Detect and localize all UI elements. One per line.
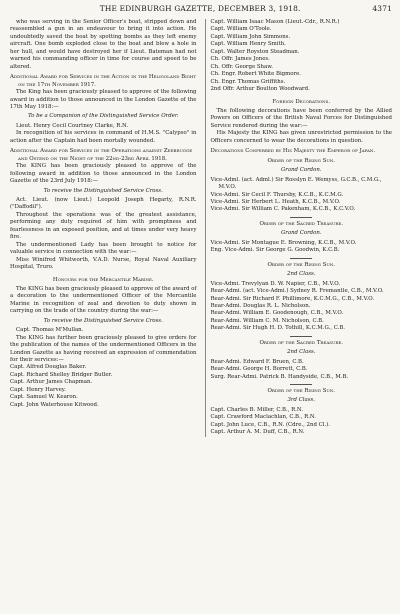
foreign-heading: Foreign Decorations.: [272, 98, 331, 105]
divider: [290, 336, 312, 337]
further-text: The KING has further been graciously pleased to give orders for the publication of the names of the undermentioned Officers in the London Gazette as having received an expression of commendation for their services:—: [10, 334, 197, 364]
foreign-text: The following decorations have been conferred by the Allied Powers on Officers of the British Naval Forces for Distinguished Service rendered during the war:—: [210, 107, 392, 129]
receive-heading: To receive the Distinguished Service Cross.: [43, 317, 163, 324]
list-item: Vice-Adml. (act. Adml.) Sir Rosslyn E. Wemyss, G.C.B., C.M.G., M.V.O.: [210, 176, 382, 191]
list-item: Ch. Engr. Thomas Griffiths.: [210, 78, 286, 85]
page-number: 4371: [372, 4, 392, 13]
divider: [290, 384, 312, 385]
class-heading: 2nd Class.: [287, 271, 316, 278]
list-item: Capt. Henry Harvey.: [10, 386, 66, 393]
list-item: Capt. William O'Toole.: [210, 26, 272, 33]
majesty-text: His Majesty the KING has given unrestricted permission to the Officers concerned to wear the decorations in question.: [210, 130, 392, 144]
heligoland-heading: Additional Award for Services in the Action in the Heligoland Bight on the 17th November 1917.: [10, 74, 197, 88]
divider: [290, 217, 312, 218]
rising-sun-2nd-class-list: [211, 281, 393, 333]
commended-list: [10, 364, 197, 409]
rising-sun-heading: Order of the Rising Sun.: [267, 261, 335, 268]
clarke-text: In recognition of his services in command of H.M.S. "Calypso" in action after the Captain had been mortally wounded.: [10, 130, 197, 144]
hegarty-name: Act. Lieut. (now Lieut.) Leopold Joseph Hegarty, R.N.R. ("Daffodil").: [10, 196, 197, 211]
list-item: Ch. Engr. Robert White Bigmore.: [210, 71, 301, 78]
class-heading: 3rd Class.: [287, 397, 315, 404]
list-item: Capt. Walter Royston Steadman.: [210, 48, 300, 55]
lady-text: The undermentioned Lady has been brought to notice for valuable service in connection with the war:—: [10, 241, 197, 256]
list-item: Rear-Admi. William E. Goodenough, C.B., M.V.O.: [210, 310, 344, 317]
list-item: Surg. Rear-Admi. Patrick B. Handyside, C.B., M.B.: [210, 373, 349, 380]
list-item: Capt. William Isaac Mason (Lieut.-Cdr., R.N.R.): [210, 19, 340, 25]
sacred-treasure-heading: Order of the Sacred Treasure.: [259, 220, 343, 227]
list-item: Rear-Admi. William C. M. Nicholson, C.B.: [210, 317, 324, 324]
japan-heading: Decorations Conferred by His Majesty the Emperor of Japan.: [210, 148, 376, 155]
list-item: Capt. Richard Shelley Bridger Butler.: [10, 371, 113, 378]
list-item: Vice-Admi. Sir William C. Pakenham, K.C.B., K.C.V.O.: [210, 206, 356, 213]
list-item: Rear-Admi. Sir Richard F. Phillimore, K.C.M.G., C.B., M.V.O.: [210, 295, 375, 302]
list-item: Rear-Admi. Sir Hugh H. D. Tothill, K.C.M.G., C.B.: [210, 325, 346, 332]
list-item: Rear-Admi. (act. Vice-Admi.) Sydney R. Fremantle, C.B., M.V.O.: [210, 288, 384, 295]
cross-heading: To receive the Distinguished Service Cross.: [43, 187, 163, 194]
class-heading: 2nd Class.: [287, 349, 316, 356]
list-item: Vice-Admi. Sir Montague E. Browning, K.C.B., M.V.O.: [210, 239, 357, 246]
list-item: Capt. Charles B. Miller, C.B., R.N.: [210, 406, 303, 413]
heligoland-text: The King has been graciously pleased to approve of the following award in addition to those announced in the London Gazette of the 17th May 1918:—: [10, 89, 197, 110]
hegarty-text: Throughout the operations was of the greatest assistance, performing any duty required of him with promptness and fearlessness in an exposed position, and at times under very heavy fire.: [10, 211, 197, 241]
list-item: Ch. Offr. James Jones.: [210, 56, 270, 63]
list-item: Capt. John Waterhouse Kitwood.: [10, 401, 99, 408]
lady-name: Miss Winifred Whitworth, V.A.D. Nurse, Royal Naval Auxiliary Hospital, Truro.: [10, 256, 197, 271]
sacred-grand-cordon-list: [211, 240, 393, 255]
sacred-2nd-class-list: [211, 359, 393, 381]
grand-cordon-heading: Grand Cordon.: [280, 167, 322, 174]
zeebrugge-text: The KING has been graciously pleased to approve of the following award in addition to those announced in the London Gazette of the 23rd July 1918:—: [10, 163, 197, 185]
sacred-treasure-heading: Order of the Sacred Treasure.: [259, 339, 343, 346]
list-item: Capt. Arthur A. M. Duff, C.B., R.N.: [210, 429, 305, 436]
list-item: Vice-Admi. Sir Cecil F. Thursby, K.C.B., K.C.M.G.: [210, 191, 344, 198]
list-item: Capt. Samuel W. Kearon.: [10, 394, 78, 401]
rising-sun-heading: Order of the Rising Sun.: [267, 388, 335, 395]
grand-cordon-heading: Grand Cordon.: [280, 230, 322, 237]
list-item: Rear-Admi. Edward F. Bruen, C.B.: [210, 358, 304, 365]
list-item: 2nd Offr. Arthur Boulton Woodward.: [210, 86, 310, 93]
list-item: Vice-Admi. Sir Herbert L. Heath, K.C.B., M.V.O.: [210, 198, 341, 205]
merchant-heading: Honours for the Mercantile Marine.: [52, 276, 154, 283]
clarke-name: Lieut. Henry Cecil Courtney Clarke, R.N.: [16, 122, 129, 129]
list-item: Rear-Admi. George H. Borrett, C.B.: [210, 366, 308, 373]
rising-sun-3rd-class-list: [211, 407, 393, 437]
right-column: [205, 19, 393, 437]
top-names-list: [211, 19, 393, 94]
grand-cordon-list: [211, 177, 393, 214]
list-item: Capt. John Luce, C.B., R.N. (Cdre., 2nd Cl.).: [210, 421, 330, 428]
divider: [290, 258, 312, 259]
page-title: THE EDINBURGH GAZETTE, DECEMBER 3, 1918.: [99, 4, 301, 13]
left-column: [10, 19, 197, 437]
list-item: Rear-Admi. Douglas R. L. Nicholson.: [210, 302, 311, 309]
list-item: Capt. William Henry Smith.: [210, 41, 286, 48]
list-item: Vice-Admi. Trevylyan D. W. Napier, C.B., M.V.O.: [210, 280, 341, 287]
mcmullan-name: Capt. Thomas M'Mullan.: [16, 327, 84, 334]
companion-heading: To be a Companion of the Distinguished Service Order.: [27, 113, 179, 120]
list-item: Capt. Crawford Maclachlan, C.B., R.N.: [210, 414, 317, 421]
page-header: [10, 4, 392, 15]
list-item: Capt. William John Simmons.: [210, 33, 291, 40]
list-item: Ch. Offr. George Shaw.: [210, 63, 273, 70]
list-item: Eng. Vice-Admi. Sir George G. Goodwin, K.C.B.: [210, 247, 340, 254]
zeebrugge-heading: Additional Award for Services in the Operations against Zeebrugge and Ostend on the Night of the 22nd-23rd April 1918.: [10, 148, 193, 162]
intro-paragraph: who was serving in the Senior Officer's boat, stripped down and reassembled a gun in an endeavour to bring it into action. He undoubtedly saved the boat by spotting bombs as they left enemy aircraft. One bomb exploded close to the boat and blew a hole in her hull, and would have destroyed her if Lieut. Bateman had not warned his commanding officer in time for course and speed to be altered.: [10, 19, 197, 70]
list-item: Capt. Alfred Douglas Baker.: [10, 364, 87, 371]
merchant-text: The KING has been graciously pleased to approve of the award of a decoration to the undermentioned Officer of the Mercantile Marine in recognition of zeal and devotion to duty shown in carrying on the trade of the country during the war:—: [10, 285, 197, 315]
list-item: Capt. Arthur James Chapman.: [10, 379, 93, 386]
rising-sun-heading: Order of the Rising Sun.: [267, 157, 335, 164]
